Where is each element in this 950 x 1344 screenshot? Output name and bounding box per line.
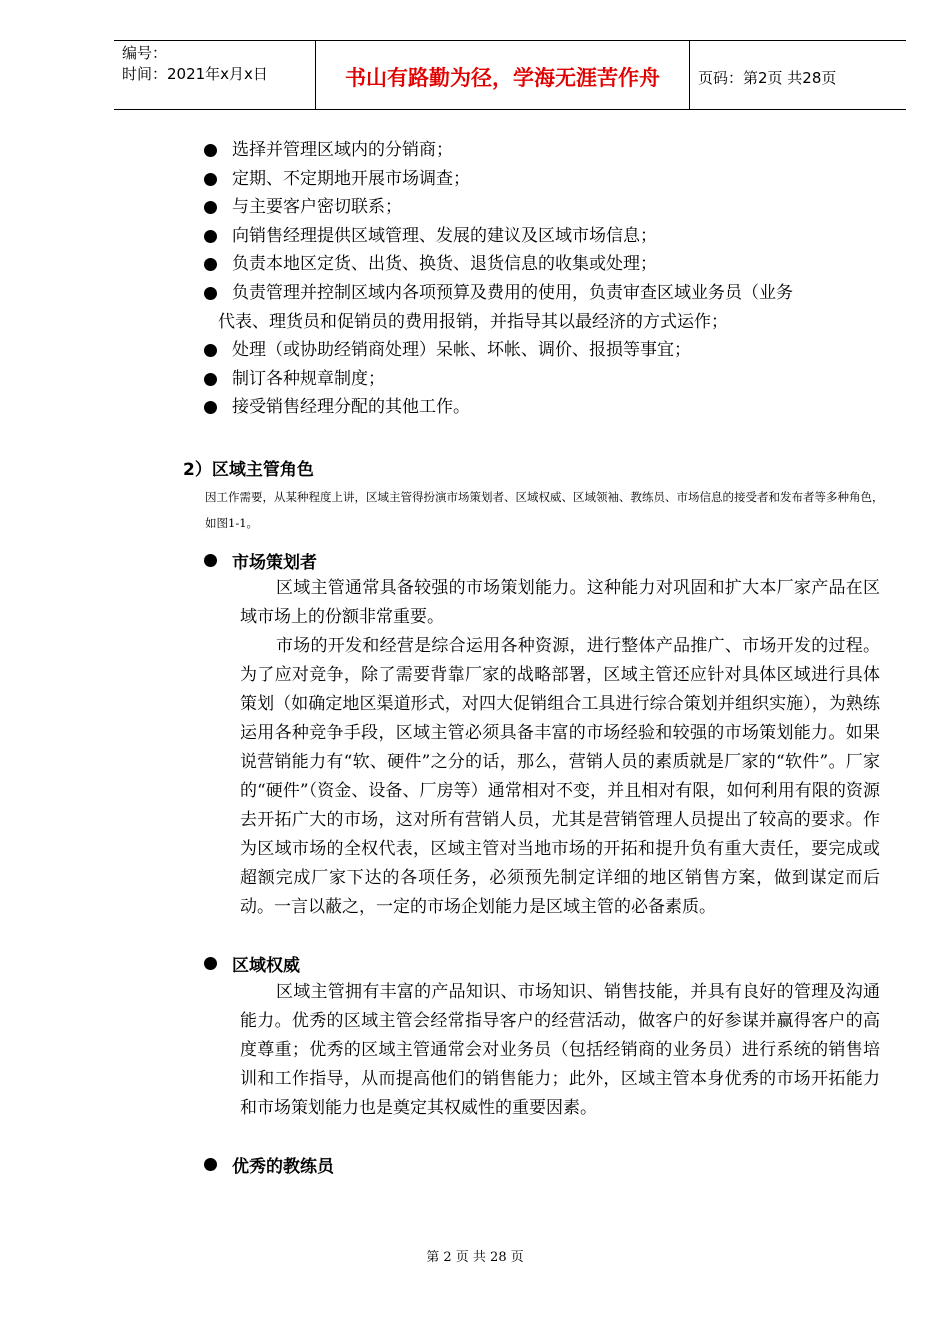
bullet-icon (204, 344, 217, 357)
duty-list (204, 136, 884, 422)
list-item: 处理（或协助经销商处理）呆帐、坏帐、调价、报损等事宜； (204, 336, 884, 365)
bullet-icon (204, 230, 217, 243)
list-item: 定期、不定期地开展市场调查； (204, 165, 884, 194)
bullet-icon (204, 373, 217, 386)
role-heading-coach: 优秀的教练员 (204, 1152, 334, 1177)
bullet-icon (204, 401, 217, 414)
page-header (114, 40, 906, 110)
header-meta (114, 41, 316, 109)
section-intro: 因工作需要，从某种程度上讲，区域主管得扮演市场策划者、区域权威、区域领袖、教练员、市场信息的接受者和发布者等多种角色，如图1-1。 (205, 490, 884, 530)
list-item-continuation: 代表、理货员和促销员的费用报销，并指导其以最经济的方式运作； (218, 311, 728, 332)
header-motto: 书山有路勤为径，学海无涯苦作舟 (316, 41, 690, 109)
planner-text (240, 574, 880, 922)
list-item: 选择并管理区域内的分销商； (204, 136, 884, 165)
paragraph: 区域主管通常具备较强的市场策划能力。这种能力对巩固和扩大本厂家产品在区域市场上的份额非常重要。 (240, 578, 880, 627)
list-item: 负责管理并控制区域内各项预算及费用的使用，负责审查区域业务员（业务 代表、理货员和促销员的费用报销，并指导其以最经济的方式运作； (204, 279, 884, 336)
section-title: 2）区域主管角色 (183, 460, 314, 480)
bullet-icon (204, 1158, 217, 1171)
list-item: 与主要客户密切联系； (204, 193, 884, 222)
list-item: 接受销售经理分配的其他工作。 (204, 393, 884, 422)
bullet-icon (204, 144, 217, 157)
number-label: 编号： (122, 44, 168, 62)
bullet-icon (204, 957, 217, 970)
list-item: 负责本地区定货、出货、换货、退货信息的收集或处理； (204, 250, 884, 279)
bullet-icon (204, 554, 217, 567)
bullet-icon (204, 201, 217, 214)
time-label: 时间：2021年x月x日 (122, 65, 268, 83)
bullet-icon (204, 287, 217, 300)
authority-text (240, 978, 880, 1123)
paragraph: 区域主管拥有丰富的产品知识、市场知识、销售技能，并具有良好的管理及沟通能力。优秀的区域主管会经常指导客户的经营活动，做客户的好参谋并赢得客户的高度尊重；优秀的区域主管通常会对业务员（包括经销商的业务员）进行系统的销售培训和工作指导，从而提高他们的销售能力；此外，区域主管本身优秀的市场开拓能力和市场策划能力也是奠定其权威性的重要因素。 (240, 982, 880, 1118)
page-footer: 第 2 页 共 28 页 (426, 1250, 524, 1265)
bullet-icon (204, 173, 217, 186)
list-item: 制订各种规章制度； (204, 365, 884, 394)
role-heading-authority: 区域权威 (204, 951, 300, 976)
paragraph: 市场的开发和经营是综合运用各种资源，进行整体产品推广、市场开发的过程。为了应对竞争，除了需要背靠厂家的战略部署，区域主管还应针对具体区域进行具体策划（如确定地区渠道形式，对四大促销组合工具进行综合策划并组织实施），为熟练运用各种竞争手段，区域主管必须具备丰富的市场经验和较强的市场策划能力。如果说营销能力有“软、硬件”之分的话，那么，营销人员的素质就是厂家的“软件”。厂家的“硬件”（资金、设备、厂房等）通常相对不变，并且相对有限，如何利用有限的资源去开拓广大的市场，这对所有营销人员，尤其是营销管理人员提出了较高的要求。作为区域市场的全权代表，区域主管对当地市场的开拓和提升负有重大责任，要完成或超额完成厂家下达的各项任务，必须预先制定详细的地区销售方案，做到谋定而后动。一言以蔽之，一定的市场企划能力是区域主管的必备素质。 (240, 636, 880, 917)
header-page-label: 页码：第2页 共28页 (698, 68, 837, 87)
bullet-icon (204, 258, 217, 271)
list-item: 向销售经理提供区域管理、发展的建议及区域市场信息； (204, 222, 884, 251)
role-heading-planner: 市场策划者 (204, 548, 317, 573)
